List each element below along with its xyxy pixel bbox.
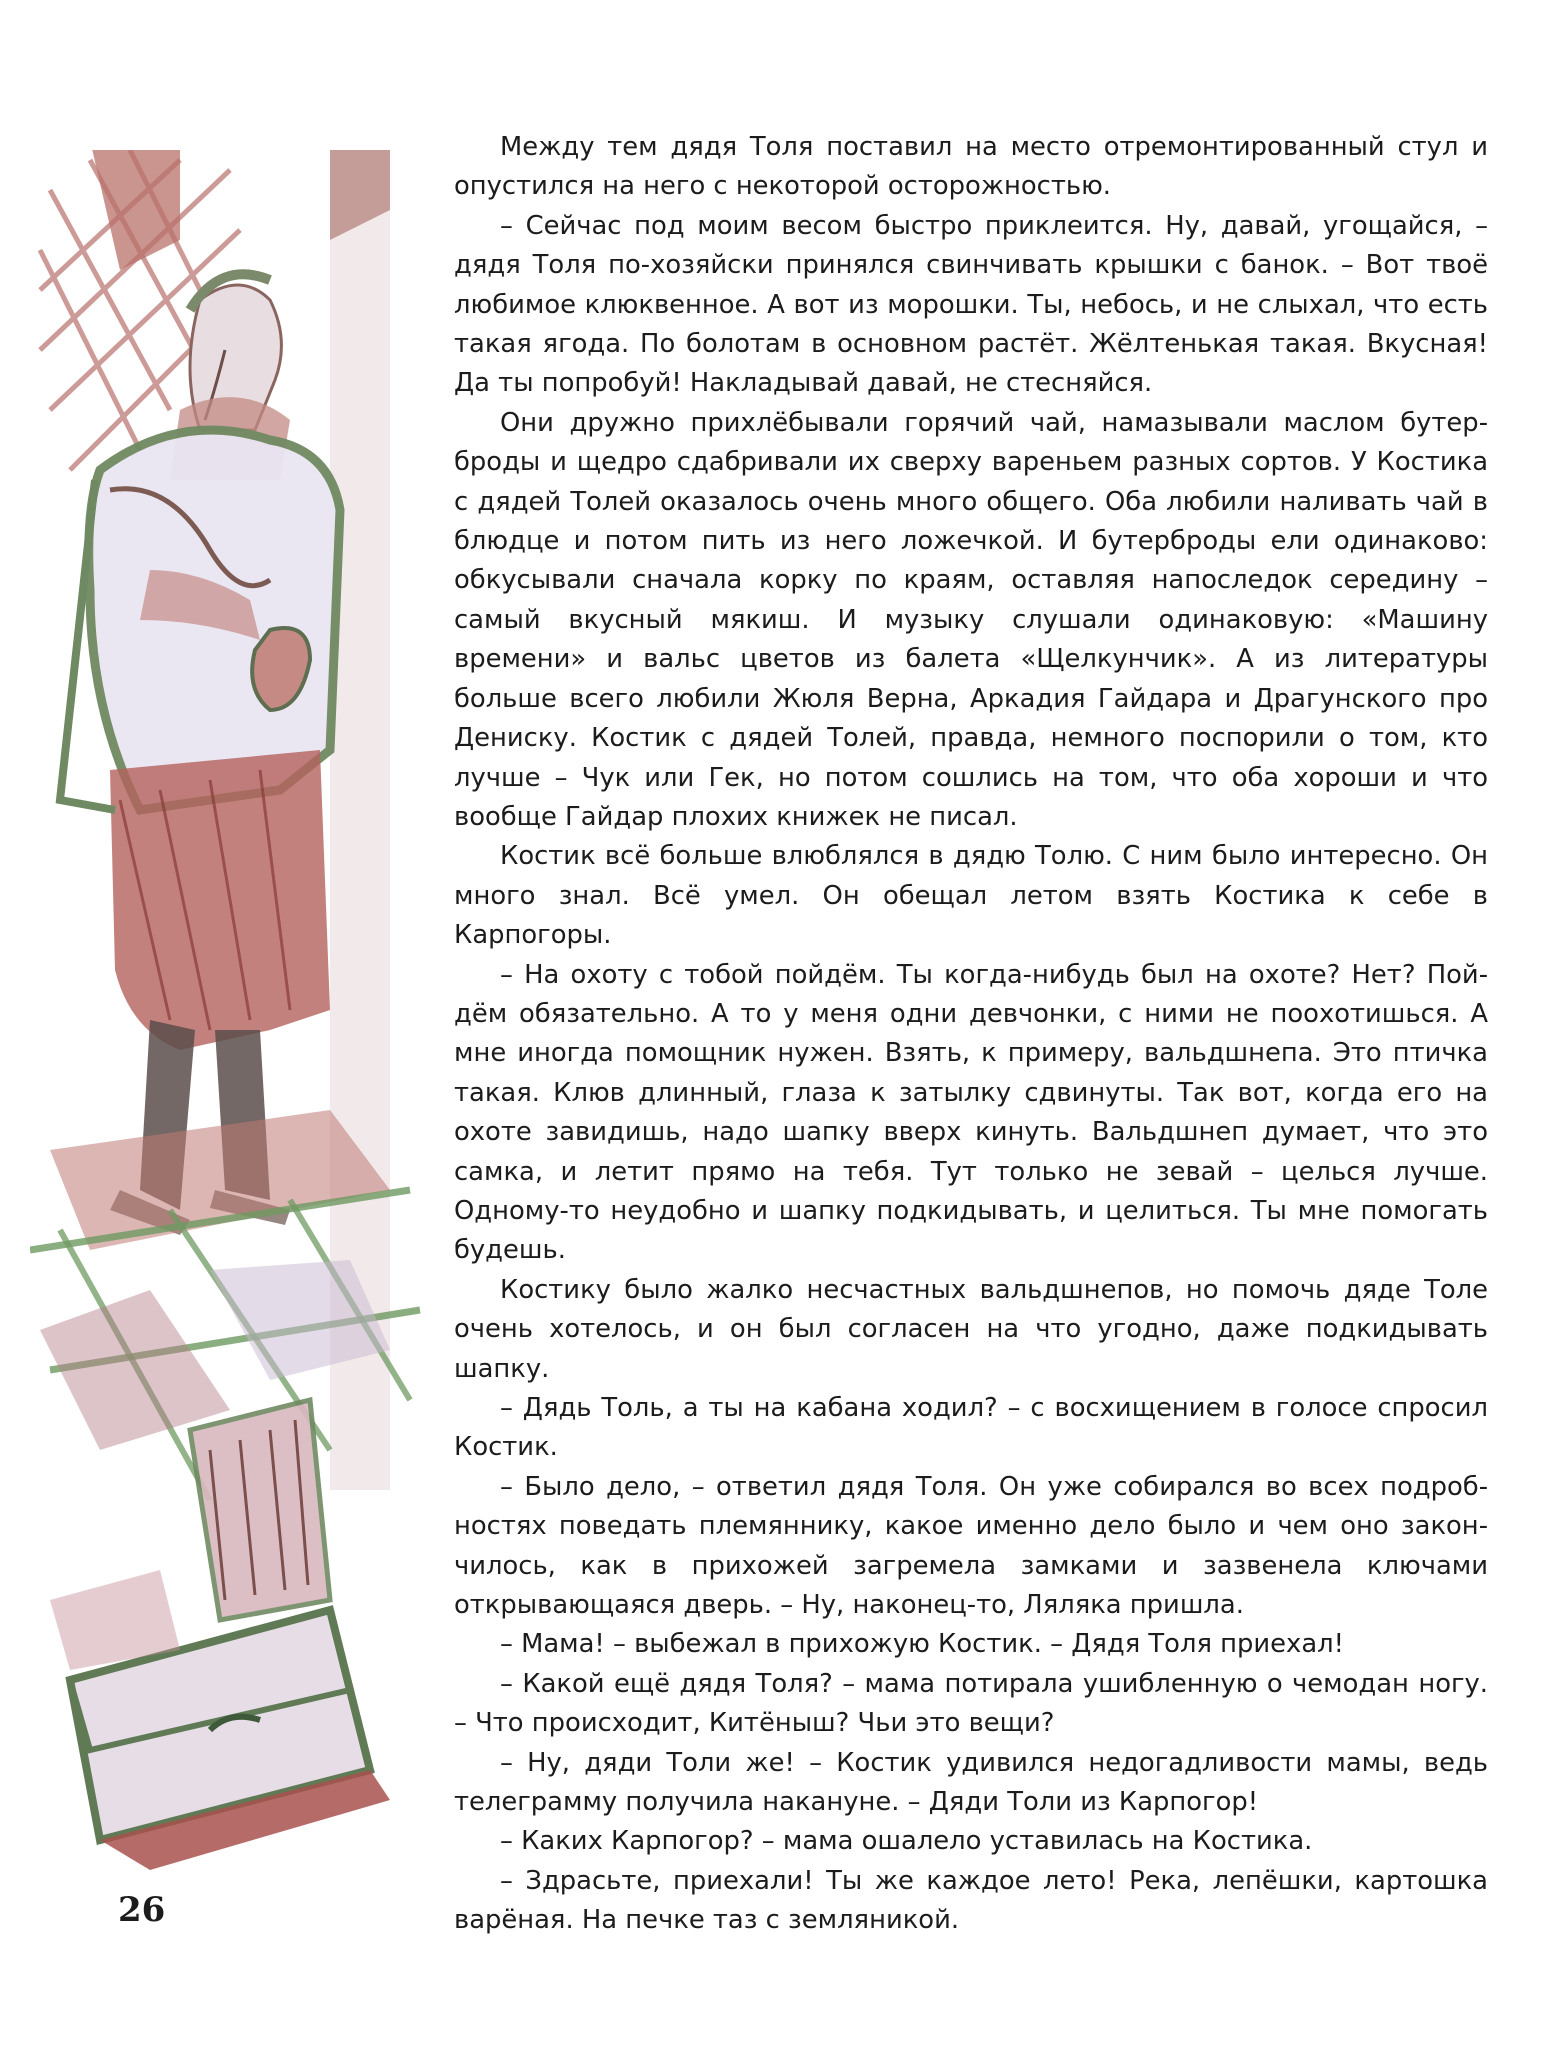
paragraph: – Здрасьте, приехали! Ты же каждое лето! Река, лепёшки, картошка варёная. На печке таз с земляникой. <box>454 1865 1488 1936</box>
paragraph: – Было дело, – ответил дядя Толя. Он уже собирался во всех подробностях поведать племяннику, какое именно дело было и чем оно закончилось, как в прихожей загремела замками и зазвенела ключами открывающаяся дверь. – Ну, наконец-то, Ляляка пришла. <box>454 1471 1488 1621</box>
page-number: 26 <box>118 1890 166 1930</box>
story-text <box>454 128 1488 1941</box>
paragraph: – Дядь Толь, а ты на кабана ходил? – с восхищением в голосе спросил Костик. <box>454 1393 1488 1463</box>
paragraph: – Мама! – выбежал в прихожую Костик. – Дядя Толя приехал! <box>500 1629 1344 1660</box>
paragraph: – Ну, дяди Толи же! – Костик удивился недогадливости мамы, ведь телеграмму получила накануне. – Дяди Толи из Карпогор! <box>454 1747 1488 1818</box>
paragraph: – Сейчас под моим весом быстро приклеится. Ну, давай, угощайся, – дядя Толя по-хозяйски принялся свинчивать крышки с банок. – Вот твоё любимое клюквенное. А вот из морошки. Ты, небось, и не слыхал, что есть такая ягода. По болотам в основном растёт. Жёлтенькая такая. Вкусная! Да ты попробуй! Накладывай давай, не стесняйся. <box>454 210 1488 399</box>
paragraph: – Каких Карпогор? – мама ошалело уставилась на Костика. <box>500 1826 1313 1857</box>
paragraph: Они дружно прихлёбывали горячий чай, намазывали маслом бутерброды и щедро сдабривали их сверху вареньем разных сортов. У Костика с дядей Толей оказалось очень много общего. Оба любили наливать чай в блюдце и потом пить из него ложечкой. И бутерброды ели одинаково: обкусывали сначала корку по краям, оставляя напоследок середину – самый вкусный мякиш. И музыку слушали одинаковую: «Машину времени» и вальс цветов из балета «Щелкунчик». А из литературы больше всего любили Жюля Верна, Аркадия Гайдара и Драгунского про Дениску. Костик с дядей Толей, правда, немного поспорили о том, кто лучше – Чук или Гек, но потом сошлись на том, что оба хороши и что вообще Гайдар плохих книжек не писал. <box>454 407 1488 832</box>
man-figure <box>60 274 340 1235</box>
illustration-man-with-suitcase <box>30 150 430 1870</box>
paragraph: – Какой ещё дядя Толя? – мама потирала ушибленную о чемодан ногу. – Что происходит, Китёныш? Чьи это вещи? <box>454 1668 1488 1739</box>
paragraph: – На охоту с тобой пойдём. Ты когда-нибудь был на охоте? Нет? Пойдём обязательно. А то у меня одни девчонки, с ними не поохотишься. А мне иногда помощник нужен. Взять, к примеру, вальдшнепа. Это птичка такая. Клюв длинный, глаза к затылку сдвинуты. Так вот, когда его на охоте завидишь, надо шапку вверх кинуть. Вальдшнеп думает, что это самка, и летит прямо на тебя. Тут только не зевай – целься лучше. Одному-то неудобно и шапку подкидывать, и целиться. Ты мне помогать будешь. <box>454 959 1488 1266</box>
pencil-drawing <box>30 150 430 1870</box>
paragraph: Костик всё больше влюблялся в дядю Толю. С ним было интересно. Он много знал. Всё умел. Он обещал летом взять Костика к себе в Карпогоры. <box>454 841 1488 951</box>
paragraph: Между тем дядя Толя поставил на место отремонтированный стул и опустился на него с некоторой осторожностью. <box>454 132 1488 202</box>
paragraph: Костику было жалко несчастных вальдшнепов, но помочь дяде Толе очень хотелось, и он был согласен на что угодно, даже подкидывать шапку. <box>454 1274 1488 1384</box>
wall-shadow <box>90 150 180 270</box>
